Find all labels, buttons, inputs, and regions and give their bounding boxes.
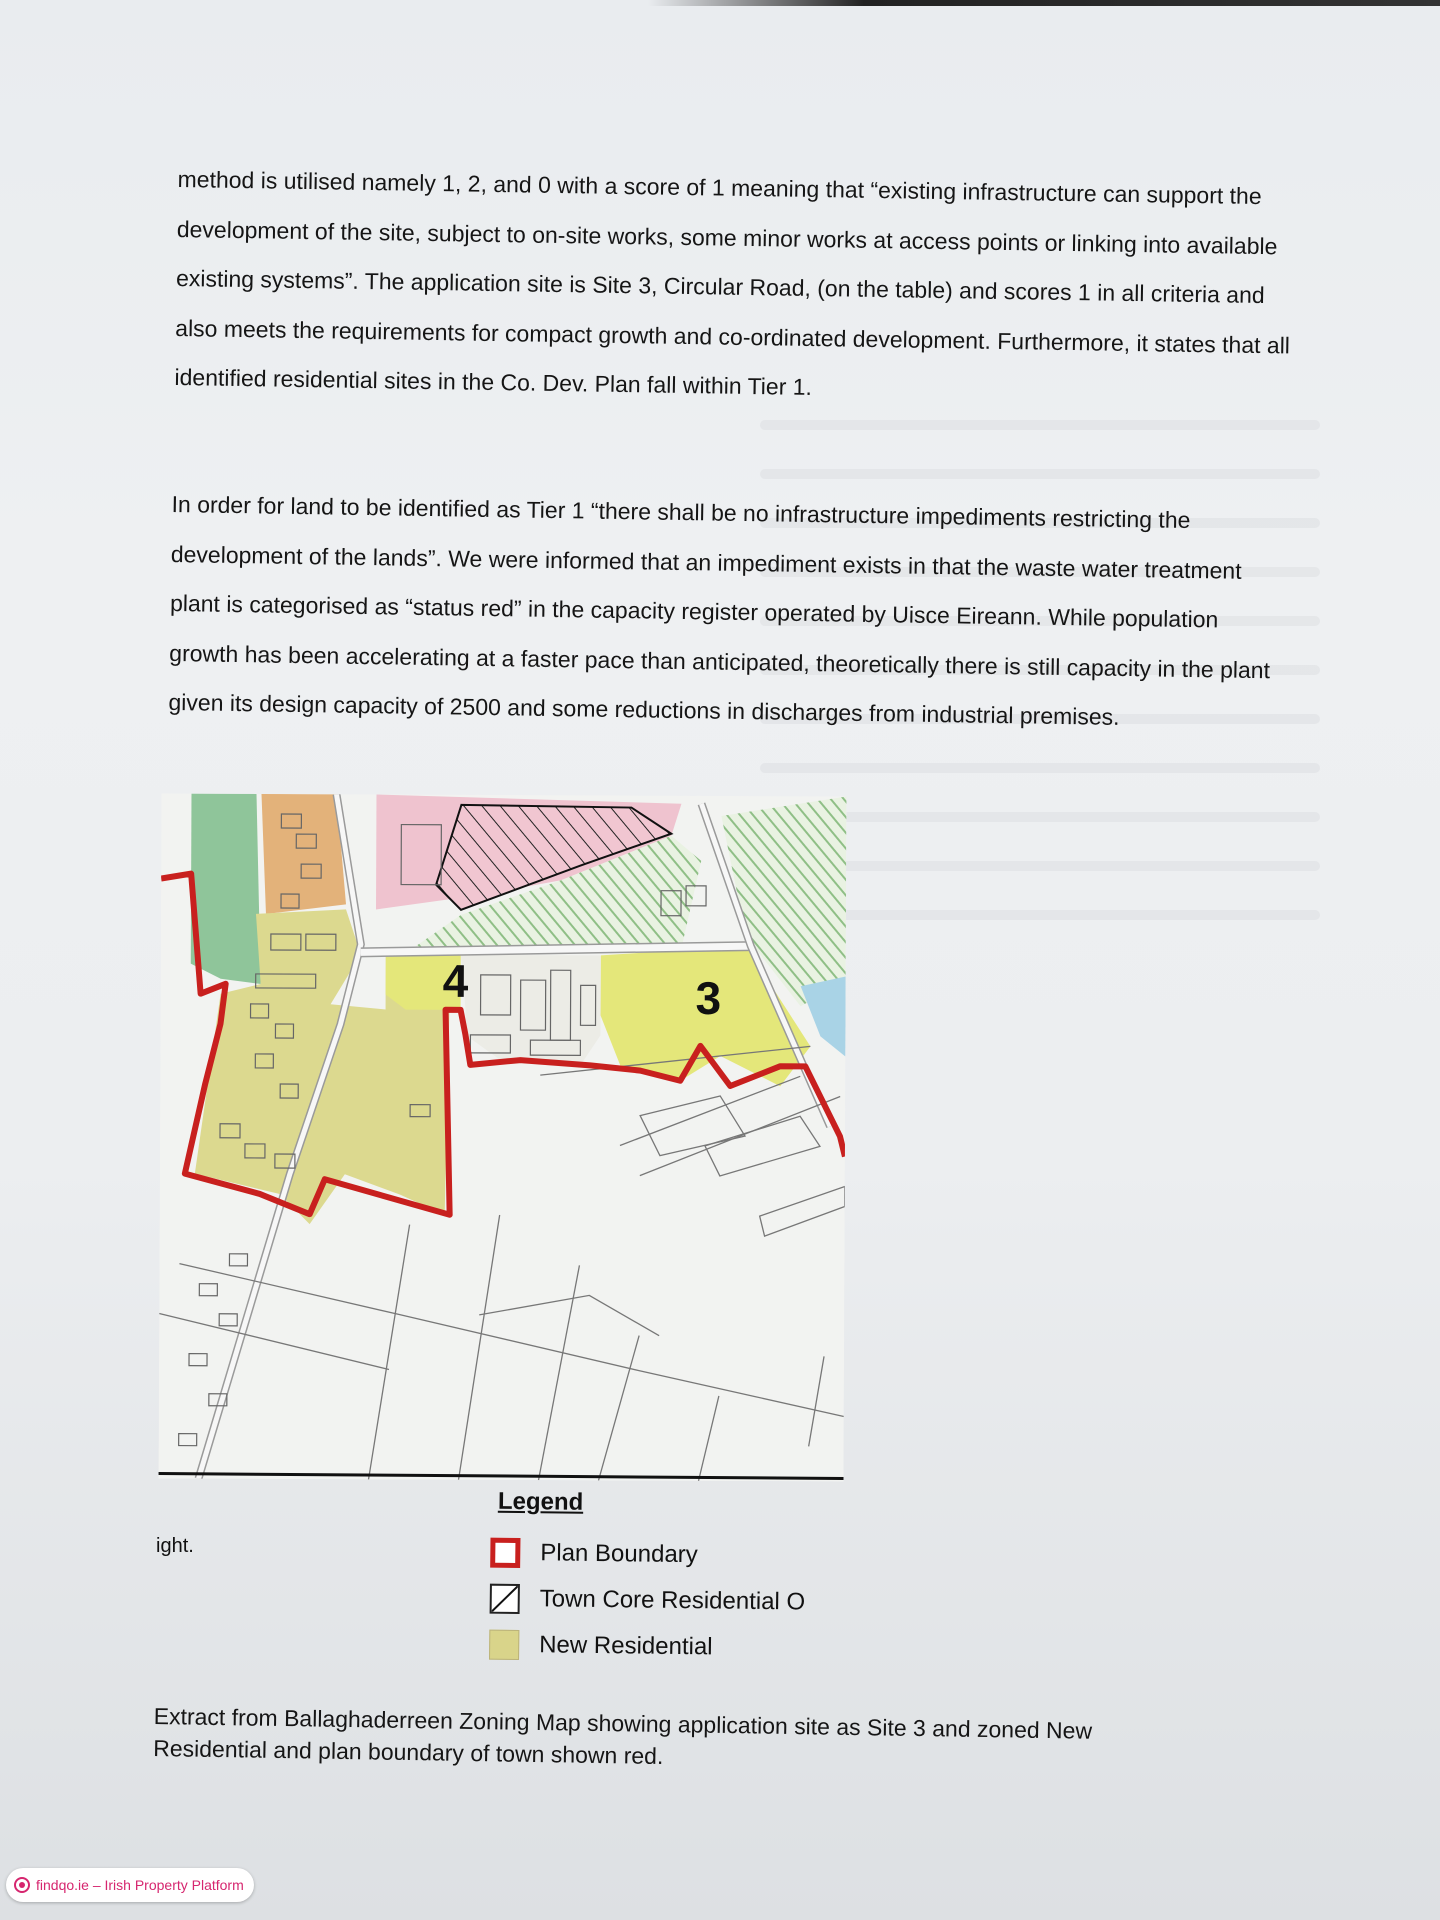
watermark-text: findqo.ie – Irish Property Platform: [36, 1877, 244, 1893]
plan-boundary-swatch: [490, 1538, 520, 1568]
zoning-map: [159, 794, 847, 1482]
legend-item-new-residential: [489, 1622, 870, 1673]
new-residential-swatch: [489, 1630, 519, 1660]
paragraph-2: In order for land to be identified as Tier 1 “there shall be no infrastructure impediments restricting the development of the lands”. We were informed that an impediment exists in that the waste water treatment plant is categorised as “status red” in the capacity register operated by Uisce Eireann. While population growth has been accelerating at a faster pace than anticipated, theoretically there is still capacity in the plant given its design capacity of 2500 and some reductions in discharges from industrial premises.: [168, 490, 1271, 730]
paragraph-1: method is utilised namely 1, 2, and 0 with a score of 1 meaning that “existing infrastructure can support the development of the site, subject to on-site works, some minor works at access points or linking into available existing systems”. The application site is Site 3, Circular Road, (on the table) and scores 1 in all criteria and also meets the requirements for compact growth and co-ordinated development. Furthermore, it states that all identified residential sites in the Co. Dev. Plan fall within Tier 1.: [174, 165, 1291, 400]
town-core-hatch-swatch: [490, 1584, 520, 1614]
orange-zone: [261, 794, 347, 914]
hatch-icon: [492, 1586, 518, 1612]
zoning-map-svg: [159, 794, 847, 1482]
legend-item-plan-boundary: [490, 1530, 871, 1581]
findqo-logo-icon: [14, 1877, 30, 1893]
legend-title: Legend: [497, 1487, 584, 1516]
legend-item-town-core: [489, 1576, 870, 1627]
map-legend: [489, 1488, 871, 1673]
side-fragment: ight.: [156, 1535, 194, 1557]
legend-label: Town Core Residential O: [539, 1585, 806, 1616]
green-zone: [191, 794, 262, 984]
legend-label: New Residential: [539, 1631, 713, 1661]
findqo-watermark[interactable]: [6, 1868, 254, 1902]
legend-label: Plan Boundary: [540, 1539, 698, 1569]
site-4-label: 4: [442, 954, 469, 1007]
map-caption: Extract from Ballaghaderreen Zoning Map showing application site as Site 3 and zoned New Residential and plan boundary of town shown red.: [153, 1702, 1093, 1770]
site-3-label: 3: [695, 971, 722, 1024]
